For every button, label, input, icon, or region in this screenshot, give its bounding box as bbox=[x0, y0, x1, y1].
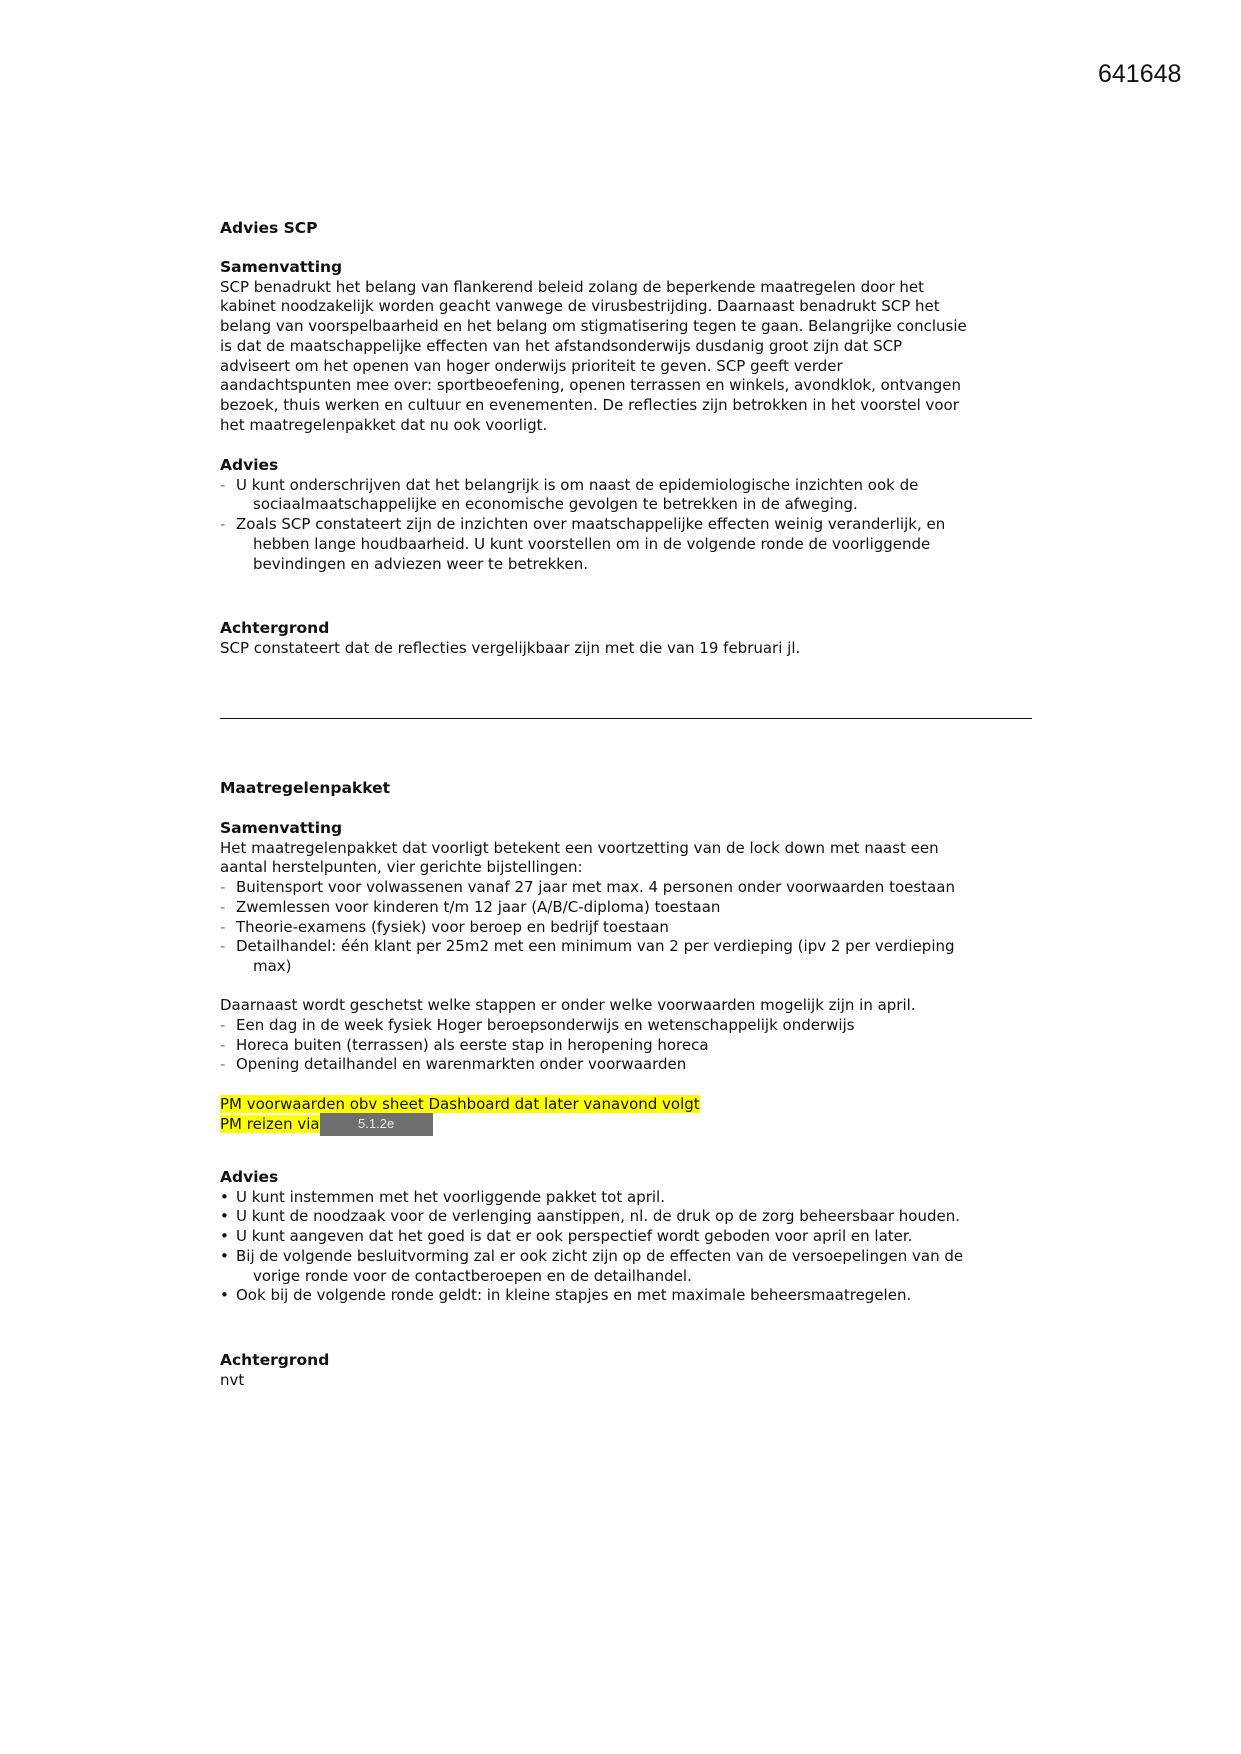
summary-heading: Samenvatting bbox=[220, 819, 343, 837]
list-item-text: Theorie-examens (fysiek) voor beroep en bedrijf toestaan bbox=[236, 917, 669, 936]
adjustments-list bbox=[220, 878, 1040, 977]
scp-background bbox=[220, 619, 1040, 658]
summary-text bbox=[220, 278, 1040, 436]
text-line: bezoek, thuis werken en cultuur en evenementen. De reflecties zijn betrokken in het voorstel voor bbox=[220, 395, 959, 414]
text-line: aantal herstelpunten, vier gerichte bijstellingen: bbox=[220, 858, 583, 877]
bullet-marker: • bbox=[220, 1286, 229, 1305]
package-title bbox=[220, 779, 1040, 799]
list-item-text: Zwemlessen voor kinderen t/m 12 jaar (A/B/C-diploma) toestaan bbox=[236, 897, 721, 916]
list-item-text: Horeca buiten (terrassen) als eerste stap in heropening horeca bbox=[236, 1035, 709, 1054]
section-title: Advies SCP bbox=[220, 219, 318, 237]
background-text: SCP constateert dat de reflecties vergelijkbaar zijn met die van 19 februari jl. bbox=[220, 638, 801, 657]
section-divider bbox=[220, 718, 1032, 719]
list-item-text: Bij de volgende besluitvorming zal er ook zicht zijn op de effecten van de versoepelingen van de bbox=[236, 1246, 964, 1265]
list-item-text: Opening detailhandel en warenmarkten onder voorwaarden bbox=[236, 1055, 687, 1074]
advice-heading: Advies bbox=[220, 456, 279, 474]
list-item bbox=[220, 1188, 1040, 1208]
text-line: adviseert om het openen van hoger onderwijs prioriteit te geven. SCP geeft verder bbox=[220, 356, 843, 375]
scp-advice bbox=[220, 456, 1040, 574]
advice-list bbox=[220, 1188, 1040, 1306]
list-item-text: Buitensport voor volwassenen vanaf 27 jaar met max. 4 personen onder voorwaarden toestaan bbox=[236, 878, 955, 897]
package-advice bbox=[220, 1168, 1040, 1306]
text-line: belang van voorspelbaarheid en het belang om stigmatisering tegen te gaan. Belangrijke conclusie bbox=[220, 317, 967, 336]
package-summary bbox=[220, 819, 1040, 1136]
april-intro: Daarnaast wordt geschetst welke stappen er onder welke voorwaarden mogelijk zijn in april. bbox=[220, 996, 916, 1015]
list-item-text: U kunt de noodzaak voor de verlenging aanstippen, nl. de druk op de zorg beheersbaar houden. bbox=[236, 1207, 961, 1226]
bullet-marker: - bbox=[220, 1016, 226, 1035]
list-item-text: Zoals SCP constateert zijn de inzichten over maatschappelijke effecten weinig veranderlijk, en bbox=[236, 515, 946, 534]
list-item-continuation: bevindingen en adviezen weer te betrekken. bbox=[253, 554, 588, 573]
text-line: het maatregelenpakket dat nu ook voorligt. bbox=[220, 415, 548, 434]
list-item bbox=[220, 1055, 1040, 1075]
scp-summary bbox=[220, 258, 1040, 435]
scp-title bbox=[220, 219, 1040, 239]
list-item bbox=[220, 937, 1040, 957]
list-item bbox=[220, 476, 1040, 496]
list-item-text: U kunt onderschrijven dat het belangrijk is om naast de epidemiologische inzichten ook de bbox=[236, 475, 919, 494]
advice-heading: Advies bbox=[220, 1168, 279, 1186]
bullet-marker: - bbox=[220, 937, 226, 956]
background-heading: Achtergrond bbox=[220, 619, 330, 637]
bullet-marker: • bbox=[220, 1207, 229, 1226]
list-item bbox=[220, 1207, 1040, 1227]
bullet-marker: - bbox=[220, 1055, 226, 1074]
bullet-marker: • bbox=[220, 1246, 229, 1265]
text-line: SCP benadrukt het belang van flankerend beleid zolang de beperkende maatregelen door het bbox=[220, 277, 925, 296]
bullet-marker: • bbox=[220, 1227, 229, 1246]
list-item bbox=[220, 1227, 1040, 1247]
april-steps-list bbox=[220, 1016, 1040, 1075]
text-line: is dat de maatschappelijke effecten van het afstandsonderwijs dusdanig groot zijn dat SCP bbox=[220, 336, 903, 355]
text-line: kabinet noodzakelijk worden geacht vanwege de virusbestrijding. Daarnaast benadrukt SCP het bbox=[220, 297, 940, 316]
pm-travel-note: PM reizen via bbox=[220, 1114, 320, 1133]
pm-conditions-note: PM voorwaarden obv sheet Dashboard dat later vanavond volgt bbox=[220, 1094, 700, 1113]
list-item bbox=[220, 1036, 1040, 1056]
bullet-marker: - bbox=[220, 515, 226, 534]
list-item bbox=[220, 898, 1040, 918]
bullet-marker: - bbox=[220, 475, 226, 494]
redaction-box: 5.1.2e bbox=[320, 1113, 433, 1136]
list-item-text: U kunt instemmen met het voorliggende pakket tot april. bbox=[236, 1187, 665, 1206]
bullet-marker: - bbox=[220, 1035, 226, 1054]
text-line: Het maatregelenpakket dat voorligt betekent een voortzetting van de lock down met naast een bbox=[220, 838, 939, 857]
list-item bbox=[220, 515, 1040, 535]
list-item-continuation: max) bbox=[253, 956, 292, 975]
section-title: Maatregelenpakket bbox=[220, 779, 391, 797]
list-item-text: Een dag in de week fysiek Hoger beroepsonderwijs en wetenschappelijk onderwijs bbox=[236, 1016, 855, 1035]
list-item bbox=[220, 1286, 1040, 1306]
list-item-text: Detailhandel: één klant per 25m2 met een minimum van 2 per verdieping (ipv 2 per verdieping bbox=[236, 937, 955, 956]
bullet-marker: - bbox=[220, 878, 226, 897]
package-background bbox=[220, 1351, 1040, 1390]
summary-text bbox=[220, 839, 1040, 878]
list-item-continuation: sociaalmaatschappelijke en economische gevolgen te betrekken in de afweging. bbox=[253, 495, 858, 514]
list-item-continuation: hebben lange houdbaarheid. U kunt voorstellen om in de volgende ronde de voorliggende bbox=[253, 534, 931, 553]
text-line: aandachtspunten mee over: sportbeoefening, openen terrassen en winkels, avondklok, ontvangen bbox=[220, 376, 961, 395]
list-item bbox=[220, 1247, 1040, 1267]
bullet-marker: - bbox=[220, 917, 226, 936]
list-item bbox=[220, 918, 1040, 938]
list-item-continuation: vorige ronde voor de contactberoepen en de detailhandel. bbox=[253, 1266, 692, 1285]
background-heading: Achtergrond bbox=[220, 1351, 330, 1369]
advice-list bbox=[220, 476, 1040, 575]
list-item bbox=[220, 878, 1040, 898]
list-item-text: Ook bij de volgende ronde geldt: in kleine stapjes en met maximale beheersmaatregelen. bbox=[236, 1286, 912, 1305]
bullet-marker: • bbox=[220, 1187, 229, 1206]
list-item-text: U kunt aangeven dat het goed is dat er ook perspectief wordt geboden voor april en later. bbox=[236, 1227, 913, 1246]
bullet-marker: - bbox=[220, 897, 226, 916]
summary-heading: Samenvatting bbox=[220, 258, 343, 276]
list-item bbox=[220, 1016, 1040, 1036]
background-text: nvt bbox=[220, 1370, 245, 1389]
document-number: 641648 bbox=[1098, 60, 1182, 88]
